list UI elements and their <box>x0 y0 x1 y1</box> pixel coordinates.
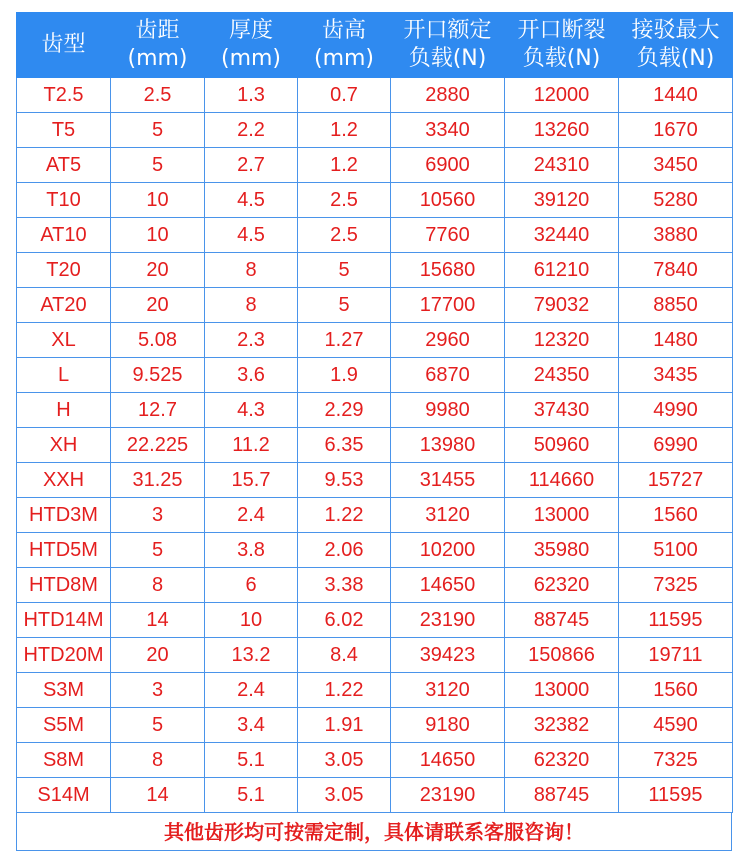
table-cell: HTD20M <box>17 638 111 673</box>
table-cell: T10 <box>17 183 111 218</box>
col-open-break-load-header <box>505 13 619 78</box>
table-row <box>17 78 733 113</box>
table-cell: 5 <box>111 533 205 568</box>
table-row <box>17 358 733 393</box>
table-cell: 114660 <box>505 463 619 498</box>
table-cell: 2.4 <box>205 498 298 533</box>
header-line2: (mm) <box>220 46 282 71</box>
table-cell: 2.06 <box>298 533 391 568</box>
table-cell: 5 <box>111 708 205 743</box>
table-cell: 24350 <box>505 358 619 393</box>
table-row <box>17 183 733 218</box>
table-cell: 3.05 <box>298 743 391 778</box>
table-cell: 1.2 <box>298 148 391 183</box>
table-cell: 79032 <box>505 288 619 323</box>
table-cell: S3M <box>17 673 111 708</box>
table-cell: 3435 <box>619 358 733 393</box>
table-cell: 7325 <box>619 743 733 778</box>
header-line1: 齿距 <box>135 18 180 43</box>
table-cell: 5.08 <box>111 323 205 358</box>
header-line2: 负载(N) <box>522 46 601 71</box>
table-cell: XH <box>17 428 111 463</box>
table-cell: 14 <box>111 778 205 813</box>
table-row <box>17 778 733 813</box>
table-cell: 6990 <box>619 428 733 463</box>
table-cell: XL <box>17 323 111 358</box>
table-cell: 3 <box>111 673 205 708</box>
footer-note: 其他齿形均可按需定制，具体请联系客服咨询！ <box>16 813 732 851</box>
table-row <box>17 708 733 743</box>
table-cell: T5 <box>17 113 111 148</box>
table-cell: 1.9 <box>298 358 391 393</box>
table-cell: 20 <box>111 288 205 323</box>
table-cell: 13980 <box>391 428 505 463</box>
table-cell: 10200 <box>391 533 505 568</box>
table-cell: 3.4 <box>205 708 298 743</box>
table-cell: 62320 <box>505 568 619 603</box>
table-cell: T20 <box>17 253 111 288</box>
col-open-rated-load-header <box>391 13 505 78</box>
table-cell: 5 <box>298 253 391 288</box>
table-cell: 4.3 <box>205 393 298 428</box>
table-row <box>17 148 733 183</box>
table-cell: 1480 <box>619 323 733 358</box>
table-cell: 88745 <box>505 603 619 638</box>
table-cell: 10 <box>111 218 205 253</box>
table-cell: 13260 <box>505 113 619 148</box>
table-cell: 5280 <box>619 183 733 218</box>
table-cell: 39423 <box>391 638 505 673</box>
table-cell: 23190 <box>391 603 505 638</box>
table-cell: 23190 <box>391 778 505 813</box>
table-cell: 9.525 <box>111 358 205 393</box>
table-cell: 17700 <box>391 288 505 323</box>
header-line1: 齿高 <box>321 18 366 43</box>
table-cell: HTD5M <box>17 533 111 568</box>
table-cell: 1560 <box>619 498 733 533</box>
table-cell: 6.35 <box>298 428 391 463</box>
table-cell: 2.3 <box>205 323 298 358</box>
table-cell: 9.53 <box>298 463 391 498</box>
table-cell: 11595 <box>619 603 733 638</box>
table-cell: 1.3 <box>205 78 298 113</box>
table-cell: 4.5 <box>205 218 298 253</box>
table-cell: 1440 <box>619 78 733 113</box>
table-row <box>17 113 733 148</box>
table-row <box>17 428 733 463</box>
table-cell: 13.2 <box>205 638 298 673</box>
table-cell: 50960 <box>505 428 619 463</box>
table-cell: 12320 <box>505 323 619 358</box>
table-cell: 1.22 <box>298 498 391 533</box>
table-row <box>17 568 733 603</box>
table-cell: 31455 <box>391 463 505 498</box>
belt-spec-table <box>16 12 733 813</box>
table-cell: 61210 <box>505 253 619 288</box>
table-cell: S14M <box>17 778 111 813</box>
header-line1: 开口断裂 <box>517 18 606 43</box>
table-cell: 2.5 <box>298 183 391 218</box>
header-row <box>17 13 733 78</box>
table-cell: 7760 <box>391 218 505 253</box>
table-cell: 7840 <box>619 253 733 288</box>
header-line2: 负载(N) <box>636 46 715 71</box>
table-cell: 3880 <box>619 218 733 253</box>
table-cell: 15680 <box>391 253 505 288</box>
table-cell: 1.22 <box>298 673 391 708</box>
table-cell: 6900 <box>391 148 505 183</box>
header-line1: 接驳最大 <box>631 18 720 43</box>
table-cell: 3.6 <box>205 358 298 393</box>
table-cell: 2.7 <box>205 148 298 183</box>
table-cell: 14650 <box>391 743 505 778</box>
table-cell: 14650 <box>391 568 505 603</box>
table-cell: 3450 <box>619 148 733 183</box>
table-cell: 10560 <box>391 183 505 218</box>
col-tooth-height-header <box>298 13 391 78</box>
table-cell: 2.4 <box>205 673 298 708</box>
table-cell: 31.25 <box>111 463 205 498</box>
table-cell: 24310 <box>505 148 619 183</box>
table-cell: HTD14M <box>17 603 111 638</box>
table-cell: AT10 <box>17 218 111 253</box>
table-cell: 35980 <box>505 533 619 568</box>
table-cell: 8 <box>111 743 205 778</box>
table-cell: T2.5 <box>17 78 111 113</box>
table-cell: 0.7 <box>298 78 391 113</box>
table-cell: 2.5 <box>298 218 391 253</box>
table-cell: 2.2 <box>205 113 298 148</box>
col-joint-max-load-header <box>619 13 733 78</box>
table-cell: 1560 <box>619 673 733 708</box>
table-cell: 12000 <box>505 78 619 113</box>
table-cell: 3.38 <box>298 568 391 603</box>
table-cell: S8M <box>17 743 111 778</box>
table-row <box>17 743 733 778</box>
table-cell: 19711 <box>619 638 733 673</box>
table-cell: 1.2 <box>298 113 391 148</box>
table-cell: 4990 <box>619 393 733 428</box>
table-cell: 2.5 <box>111 78 205 113</box>
table-cell: 4.5 <box>205 183 298 218</box>
table-cell: 39120 <box>505 183 619 218</box>
table-cell: 3340 <box>391 113 505 148</box>
table-cell: 6.02 <box>298 603 391 638</box>
table-cell: 8850 <box>619 288 733 323</box>
table-cell: 8 <box>111 568 205 603</box>
table-cell: 10 <box>205 603 298 638</box>
table-row <box>17 288 733 323</box>
table-cell: 150866 <box>505 638 619 673</box>
table-cell: 5 <box>111 148 205 183</box>
header-line2: (mm) <box>127 46 188 71</box>
table-cell: 5 <box>298 288 391 323</box>
spec-table-container <box>16 12 732 851</box>
table-cell: 1.27 <box>298 323 391 358</box>
table-cell: 22.225 <box>111 428 205 463</box>
header-line1: 开口额定 <box>403 18 492 43</box>
table-cell: 62320 <box>505 743 619 778</box>
table-cell: 6870 <box>391 358 505 393</box>
table-row <box>17 533 733 568</box>
table-cell: 3120 <box>391 673 505 708</box>
table-cell: 8.4 <box>298 638 391 673</box>
table-cell: 15.7 <box>205 463 298 498</box>
table-cell: L <box>17 358 111 393</box>
col-pitch-header <box>111 13 205 78</box>
table-row <box>17 498 733 533</box>
table-cell: 3.05 <box>298 778 391 813</box>
table-cell: 15727 <box>619 463 733 498</box>
table-cell: 10 <box>111 183 205 218</box>
header-line2: (mm) <box>313 46 375 71</box>
table-cell: 9180 <box>391 708 505 743</box>
table-cell: 12.7 <box>111 393 205 428</box>
table-cell: H <box>17 393 111 428</box>
table-cell: 13000 <box>505 673 619 708</box>
table-cell: 37430 <box>505 393 619 428</box>
table-cell: 8 <box>205 253 298 288</box>
table-cell: 4590 <box>619 708 733 743</box>
table-cell: 2880 <box>391 78 505 113</box>
table-row <box>17 218 733 253</box>
table-cell: XXH <box>17 463 111 498</box>
table-cell: 32382 <box>505 708 619 743</box>
table-cell: HTD8M <box>17 568 111 603</box>
table-body <box>17 78 733 813</box>
table-cell: 7325 <box>619 568 733 603</box>
table-cell: 5 <box>111 113 205 148</box>
table-cell: 2960 <box>391 323 505 358</box>
table-cell: 32440 <box>505 218 619 253</box>
col-tooth-type-header <box>17 13 111 78</box>
table-row <box>17 253 733 288</box>
table-row <box>17 323 733 358</box>
table-cell: 1670 <box>619 113 733 148</box>
table-cell: 11.2 <box>205 428 298 463</box>
table-cell: 8 <box>205 288 298 323</box>
table-cell: 88745 <box>505 778 619 813</box>
table-cell: 6 <box>205 568 298 603</box>
table-row <box>17 673 733 708</box>
table-cell: 20 <box>111 638 205 673</box>
header-line1: 厚度 <box>228 18 273 43</box>
table-cell: AT20 <box>17 288 111 323</box>
table-row <box>17 603 733 638</box>
table-cell: 20 <box>111 253 205 288</box>
table-row <box>17 638 733 673</box>
table-cell: 14 <box>111 603 205 638</box>
header-line1: 齿型 <box>41 32 86 57</box>
table-cell: 5100 <box>619 533 733 568</box>
table-cell: 2.29 <box>298 393 391 428</box>
table-cell: 3 <box>111 498 205 533</box>
table-cell: 9980 <box>391 393 505 428</box>
table-cell: S5M <box>17 708 111 743</box>
table-row <box>17 393 733 428</box>
table-cell: 3.8 <box>205 533 298 568</box>
table-cell: AT5 <box>17 148 111 183</box>
table-cell: 3120 <box>391 498 505 533</box>
table-cell: 1.91 <box>298 708 391 743</box>
header-line2: 负载(N) <box>408 46 487 71</box>
table-cell: HTD3M <box>17 498 111 533</box>
col-thickness-header <box>205 13 298 78</box>
table-cell: 5.1 <box>205 743 298 778</box>
table-cell: 13000 <box>505 498 619 533</box>
table-cell: 11595 <box>619 778 733 813</box>
table-cell: 5.1 <box>205 778 298 813</box>
table-row <box>17 463 733 498</box>
